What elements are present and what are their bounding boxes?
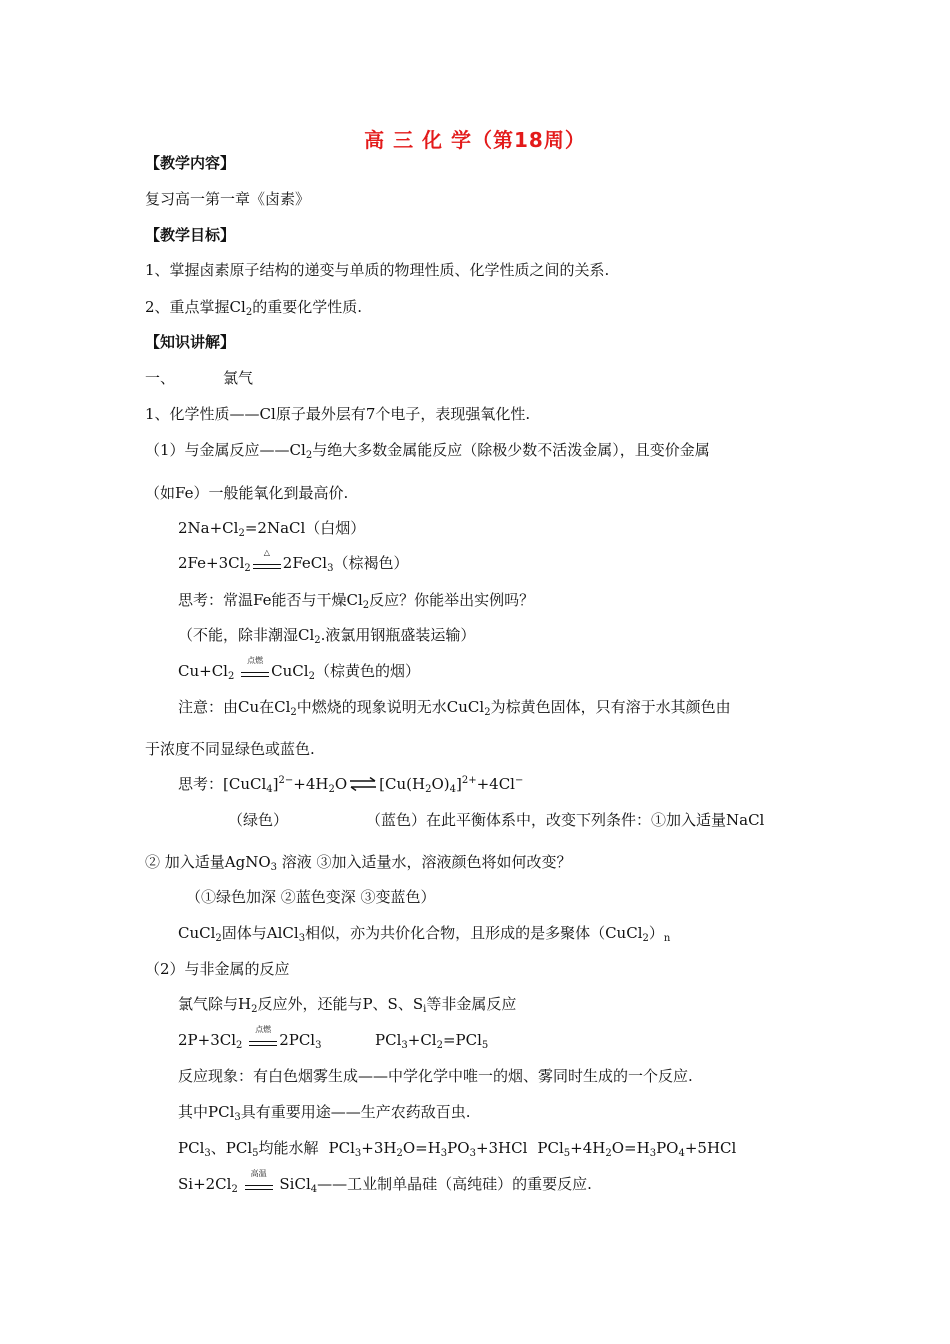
section-heading-content: 【教学内容】 <box>145 154 236 172</box>
nonmetal-line: 氯气除与$H_2$反应外，还能与P、S、$S_i$等非金属反应 <box>178 995 517 1015</box>
nonmetal-heading: （2）与非金属的反应 <box>145 960 290 978</box>
equation-na: $2Na+Cl_2=2NaCl$（白烟） <box>178 519 366 539</box>
ignite-condition: 点燃 <box>240 664 270 678</box>
equilibrium-arrow-icon <box>349 777 377 791</box>
phenomenon-line: 反应现象：有白色烟雾生成——中学化学中唯一的烟、雾同时生成的一个反应. <box>178 1067 693 1085</box>
equation-pcl5: $PCl_3+Cl_2=PCl_5$ <box>375 1031 489 1051</box>
use-line: 其中PCl$_3$具有重要用途——生产农药敌百虫. <box>178 1103 471 1123</box>
section-heading-goals: 【教学目标】 <box>145 226 236 244</box>
condition-line-1: （蓝色）在此平衡体系中，改变下列条件：①加入适量NaCl <box>366 811 765 829</box>
think-question-1: 思考：常温Fe能否与干燥$Cl_2$反应？你能举出实例吗？ <box>178 591 535 611</box>
equilibrium-equation: 思考：$[CuCl_4]^{2-}+4H_2O$ $[Cu(H_2O)_4]^{2+}+4Cl^-$ <box>178 775 524 795</box>
goal-2: 2、重点掌握$Cl_2$的重要化学性质. <box>145 298 362 318</box>
equation-fe: $2Fe+3Cl_2$ △ 2FeCl$_3$（棕褐色） <box>178 548 409 574</box>
goal-1: 1、掌握卤素原子结构的递变与单质的物理性质、化学性质之间的关系. <box>145 261 610 279</box>
high-temp-condition: 高温 <box>244 1177 274 1191</box>
think-answer-1: （不能，除非潮湿$Cl_2$.液氯用钢瓶盛装运输） <box>178 626 476 646</box>
note-line-2: 于浓度不同显绿色或蓝色. <box>145 740 315 758</box>
equation-si: $Si+2Cl_2$ 高温 SiCl$_4$——工业制单晶硅（高纯硅）的重要反应. <box>178 1169 592 1195</box>
page-title: 高 三 化 学（第18周） <box>364 128 586 152</box>
subsection-chlorine: 一、 氯气 <box>145 369 254 387</box>
equation-p: $2P+3Cl_2$ 点燃 2PCl$_3$ <box>178 1025 322 1051</box>
condition-line-2: ② 加入适量AgNO$_3$ 溶液 ③加入适量水，溶液颜色将如何改变？ <box>145 853 572 873</box>
equation-cu: $Cu+Cl_2$ 点燃 CuCl$_2$（棕黄色的烟） <box>178 656 420 682</box>
hydrolysis-line: PCl$_3$、PCl$_5$均能水解 $PCl_3+3H_2O=H_3PO_3+3HCl$ $PCl_5+4H_2O=H_3PO_4+5HCl$ <box>178 1139 737 1159</box>
chemical-property-line: 1、化学性质——Cl原子最外层有7个电子，表现强氧化性. <box>145 405 531 423</box>
cucl2-polymer-line: CuCl$_2$固体与AlCl$_3$相似，亦为共价化合物，且形成的是多聚体$(CuCl_2)_n$ <box>178 924 671 944</box>
heat-condition-symbol: △ <box>252 556 282 570</box>
think-answer-2: （①绿色加深 ②蓝色变深 ③变蓝色） <box>186 888 436 906</box>
ignite-condition: 点燃 <box>248 1033 278 1047</box>
section-heading-knowledge: 【知识讲解】 <box>145 333 236 351</box>
content-text: 复习高一第一章《卤素》 <box>145 190 311 208</box>
metal-reaction-line-1: （1）与金属反应$——Cl_2$与绝大多数金属能反应（除极少数不活泼金属），且变价金属 <box>145 441 710 461</box>
metal-reaction-line-2: （如Fe）一般能氧化到最高价. <box>145 484 349 502</box>
label-green: （绿色） <box>228 811 289 829</box>
note-line-1: 注意：由Cu在$Cl_2$中燃烧的现象说明无水CuCl$_2$为棕黄色固体，只有溶于水其颜色由 <box>178 698 731 718</box>
